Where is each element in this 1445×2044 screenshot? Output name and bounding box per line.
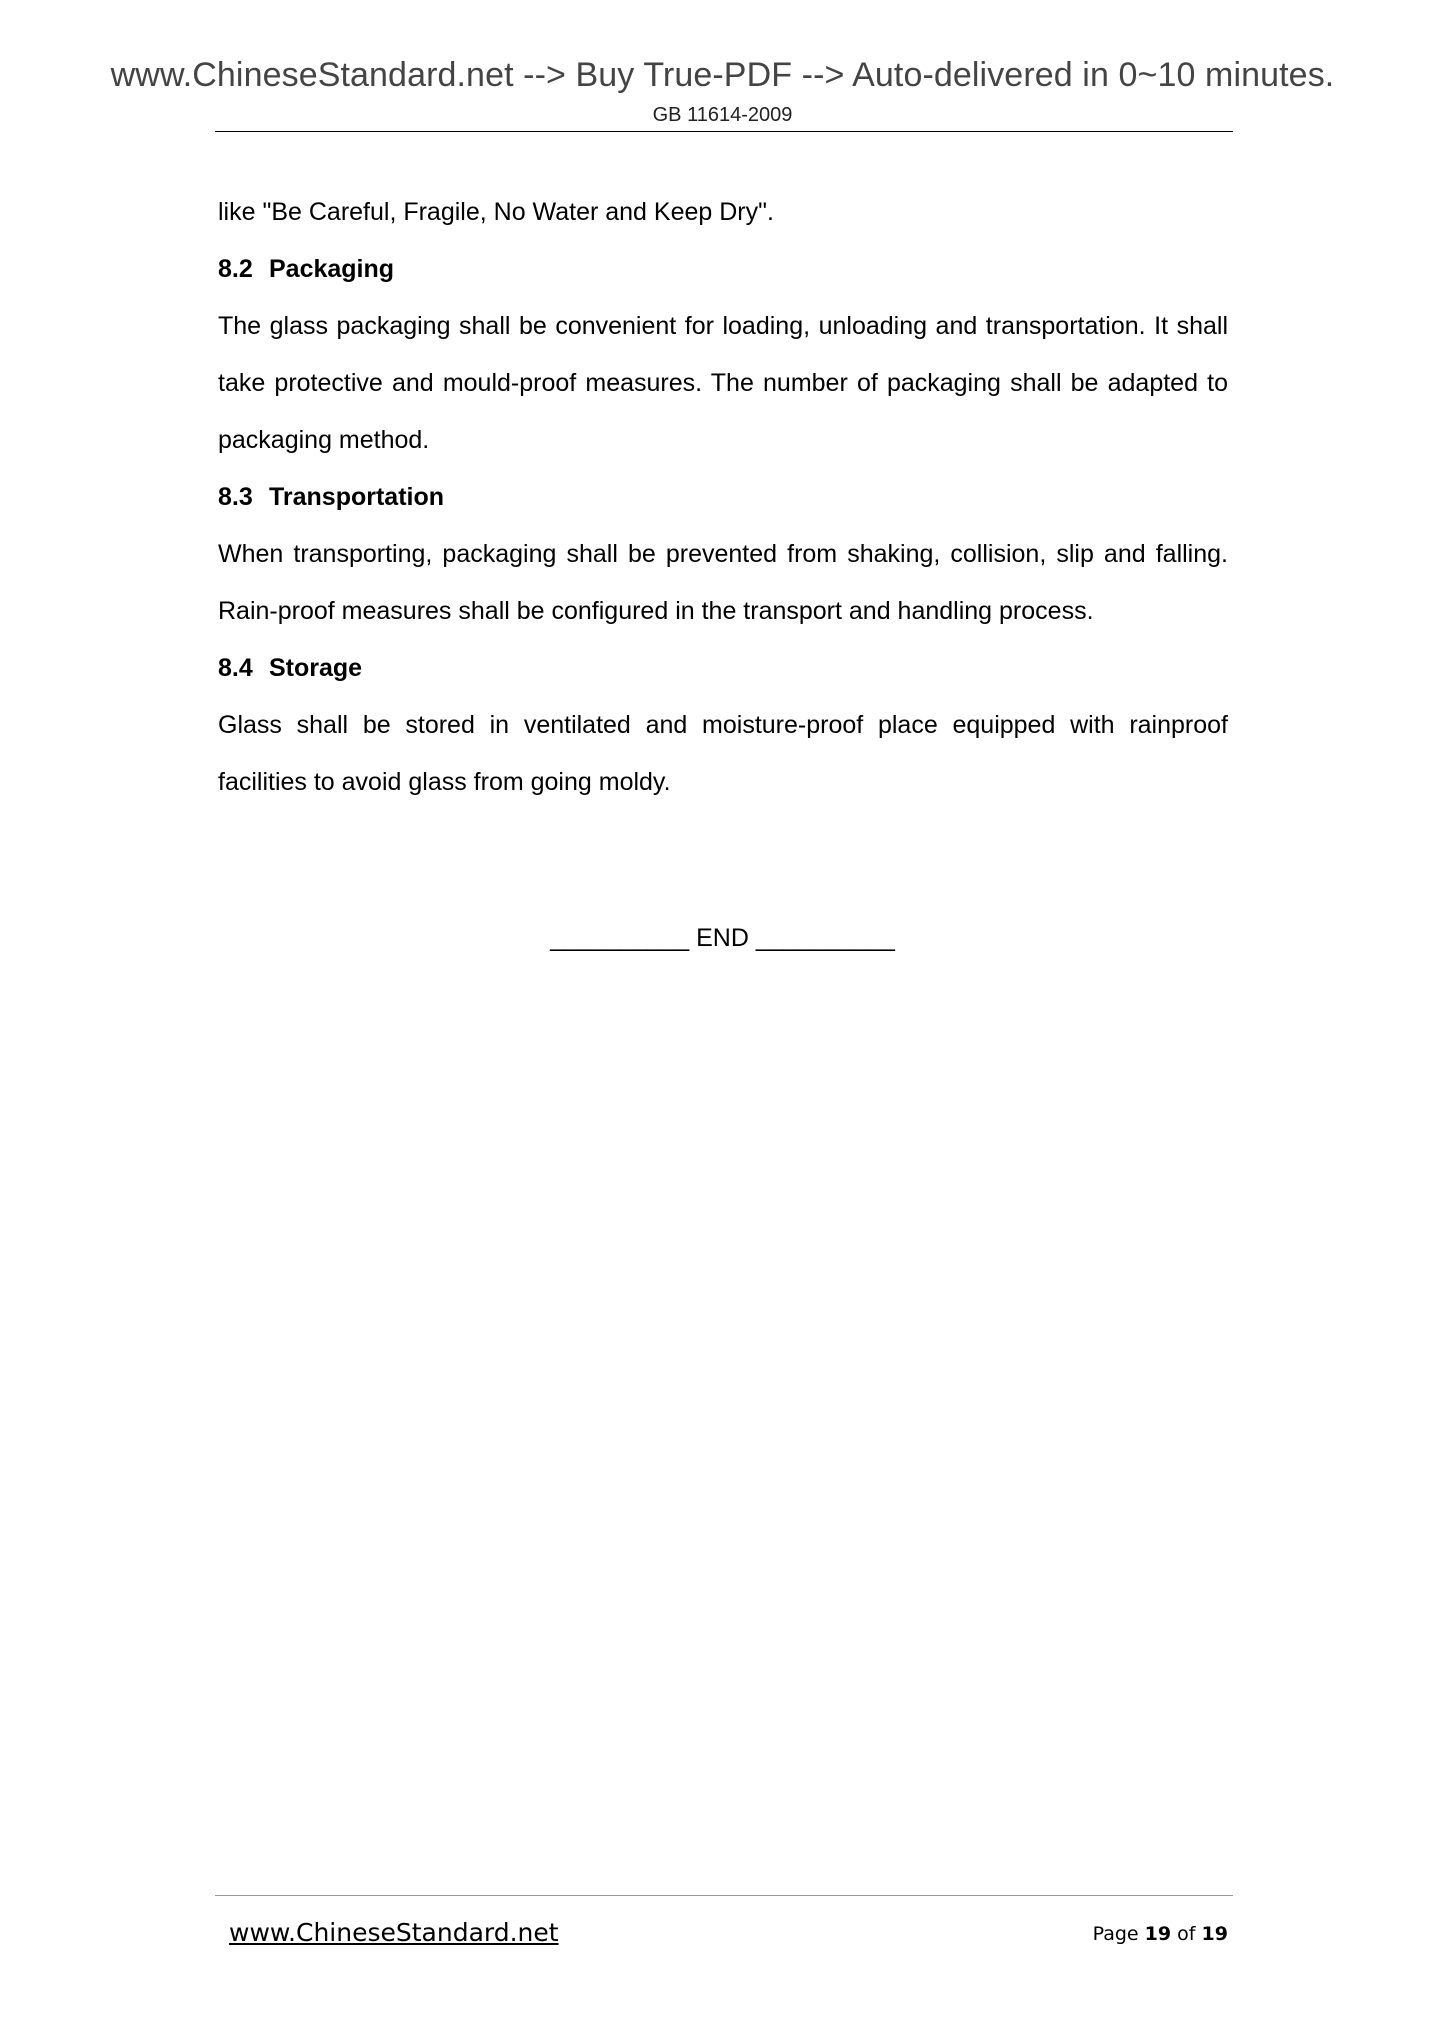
footer-divider	[215, 1895, 1233, 1896]
page-indicator	[1093, 1923, 1228, 1945]
section-text-transportation: When transporting, packaging shall be prevented from shaking, collision, slip and falling. Rain-proof measures shall be configured in the transport and handling process.	[218, 540, 1228, 625]
section-number: 8.3	[218, 483, 253, 511]
page-total: 19	[1201, 1923, 1228, 1945]
section-title: Storage	[269, 654, 363, 682]
end-marker: __________ END __________	[550, 924, 895, 952]
section-heading-transportation	[218, 469, 1228, 526]
footer-site-link[interactable]: www.ChineseStandard.net	[229, 1918, 559, 1947]
section-number: 8.2	[218, 255, 253, 283]
section-number: 8.4	[218, 654, 253, 682]
section-heading-storage	[218, 640, 1228, 697]
page-prefix: Page	[1092, 1923, 1139, 1945]
page-current: 19	[1144, 1923, 1172, 1945]
header-divider	[215, 131, 1233, 132]
page-of: of	[1177, 1923, 1196, 1945]
intro-paragraph: like "Be Careful, Fragile, No Water and Keep Dry".	[218, 198, 774, 226]
standard-code: GB 11614-2009	[652, 104, 793, 126]
section-title: Packaging	[269, 255, 395, 283]
site-banner[interactable]: www.ChineseStandard.net --> Buy True-PDF --> Auto-delivered in 0~10 minutes.	[110, 56, 1335, 94]
section-heading-packaging	[218, 241, 1228, 298]
section-text-packaging: The glass packaging shall be convenient for loading, unloading and transportation. It shall take protective and mould-proof measures. The number of packaging shall be adapted to packaging method.	[218, 312, 1228, 454]
section-text-storage: Glass shall be stored in ventilated and moisture-proof place equipped with rainproof facilities to avoid glass from going moldy.	[218, 711, 1228, 796]
document-body	[218, 184, 1228, 811]
section-title: Transportation	[269, 483, 445, 511]
